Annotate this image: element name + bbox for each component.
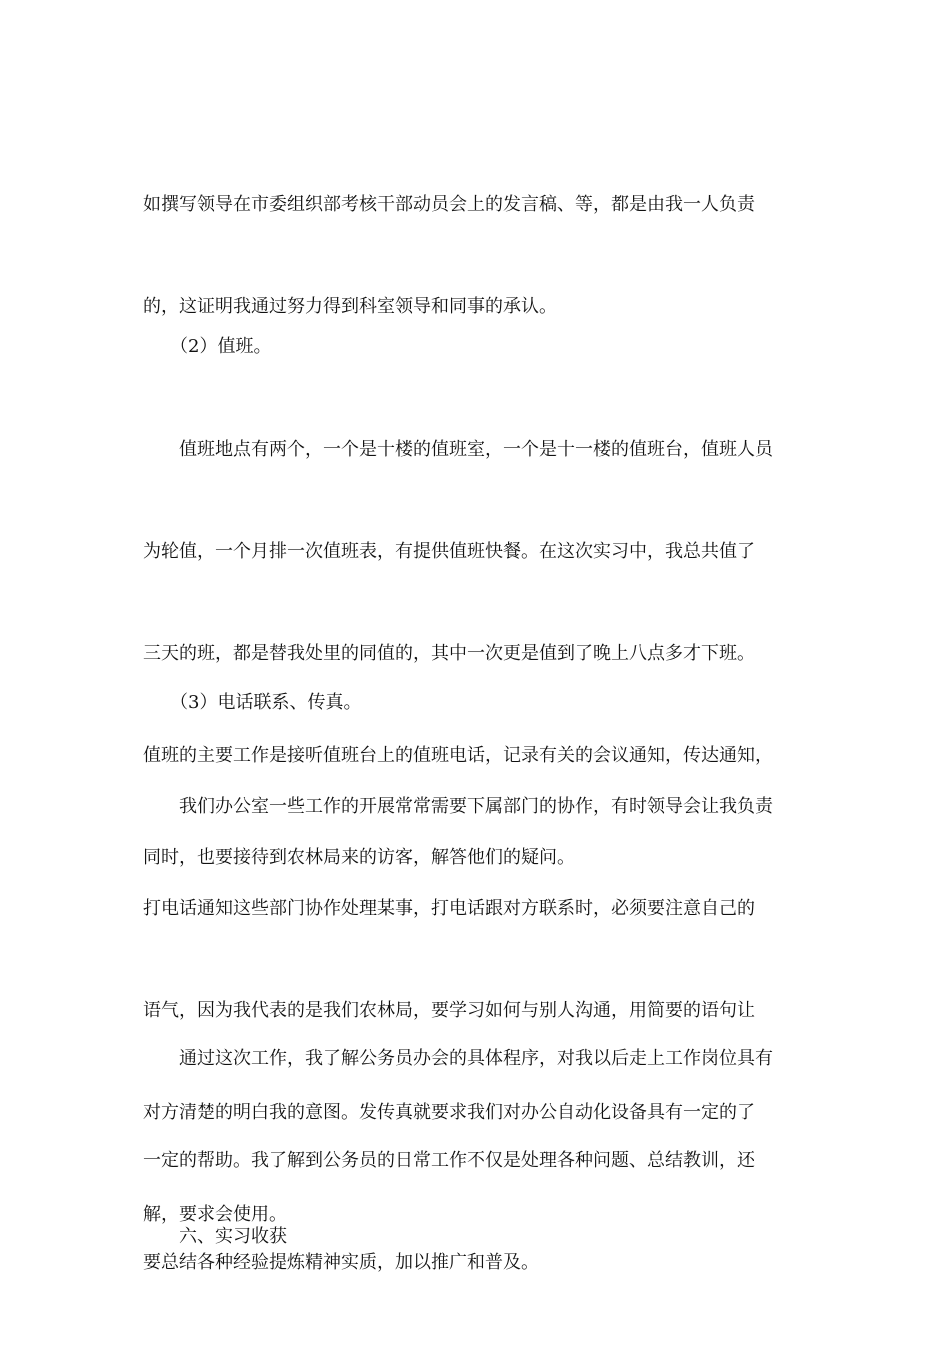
text-line: 值班地点有两个，一个是十楼的值班室，一个是十一楼的值班台，值班人员 (143, 439, 773, 460)
text-line: 要总结各种经验提炼精神实质，加以推广和普及。 (143, 1252, 539, 1273)
text-line: 值班的主要工作是接听值班台上的值班电话，记录有关的会议通知，传达通知， (143, 745, 773, 766)
text-line: 一定的帮助。我了解到公务员的日常工作不仅是处理各种问题、总结教训，还 (143, 1150, 755, 1171)
heading-text: （3）电话联系、传真。 (143, 692, 362, 713)
text-line: 为轮值，一个月排一次值班表，有提供值班快餐。在这次实习中，我总共值了 (143, 541, 755, 562)
text-line: 打电话通知这些部门协作处理某事，打电话跟对方联系时，必须要注意自己的 (143, 898, 755, 919)
text-line: 通过这次工作，我了解公务员办会的具体程序，对我以后走上工作岗位具有 (143, 1048, 773, 1069)
text-line: 如撰写领导在市委组织部考核干部动员会上的发言稿、等，都是由我一人负责 (143, 194, 755, 215)
text-line: 语气，因为我代表的是我们农林局，要学习如何与别人沟通，用简要的语句让 (143, 1000, 755, 1021)
text-line: 我们办公室一些工作的开展常常需要下属部门的协作，有时领导会让我负责 (143, 796, 773, 817)
text-line: 同时，也要接待到农林局来的访客，解答他们的疑问。 (143, 847, 575, 868)
text-line: 的，这证明我通过努力得到科室领导和同事的承认。 (143, 296, 557, 317)
heading-text: （2）值班。 (143, 336, 272, 357)
text-line: 对方清楚的明白我的意图。发传真就要求我们对办公自动化设备具有一定的了 (143, 1102, 755, 1123)
text-line: 解，要求会使用。 (143, 1204, 287, 1225)
heading-text: 六、实习收获 (143, 1226, 287, 1247)
text-line: 三天的班，都是替我处里的同值的，其中一次更是值到了晚上八点多才下班。 (143, 643, 755, 664)
section-heading-internship-gains (143, 1152, 808, 1322)
